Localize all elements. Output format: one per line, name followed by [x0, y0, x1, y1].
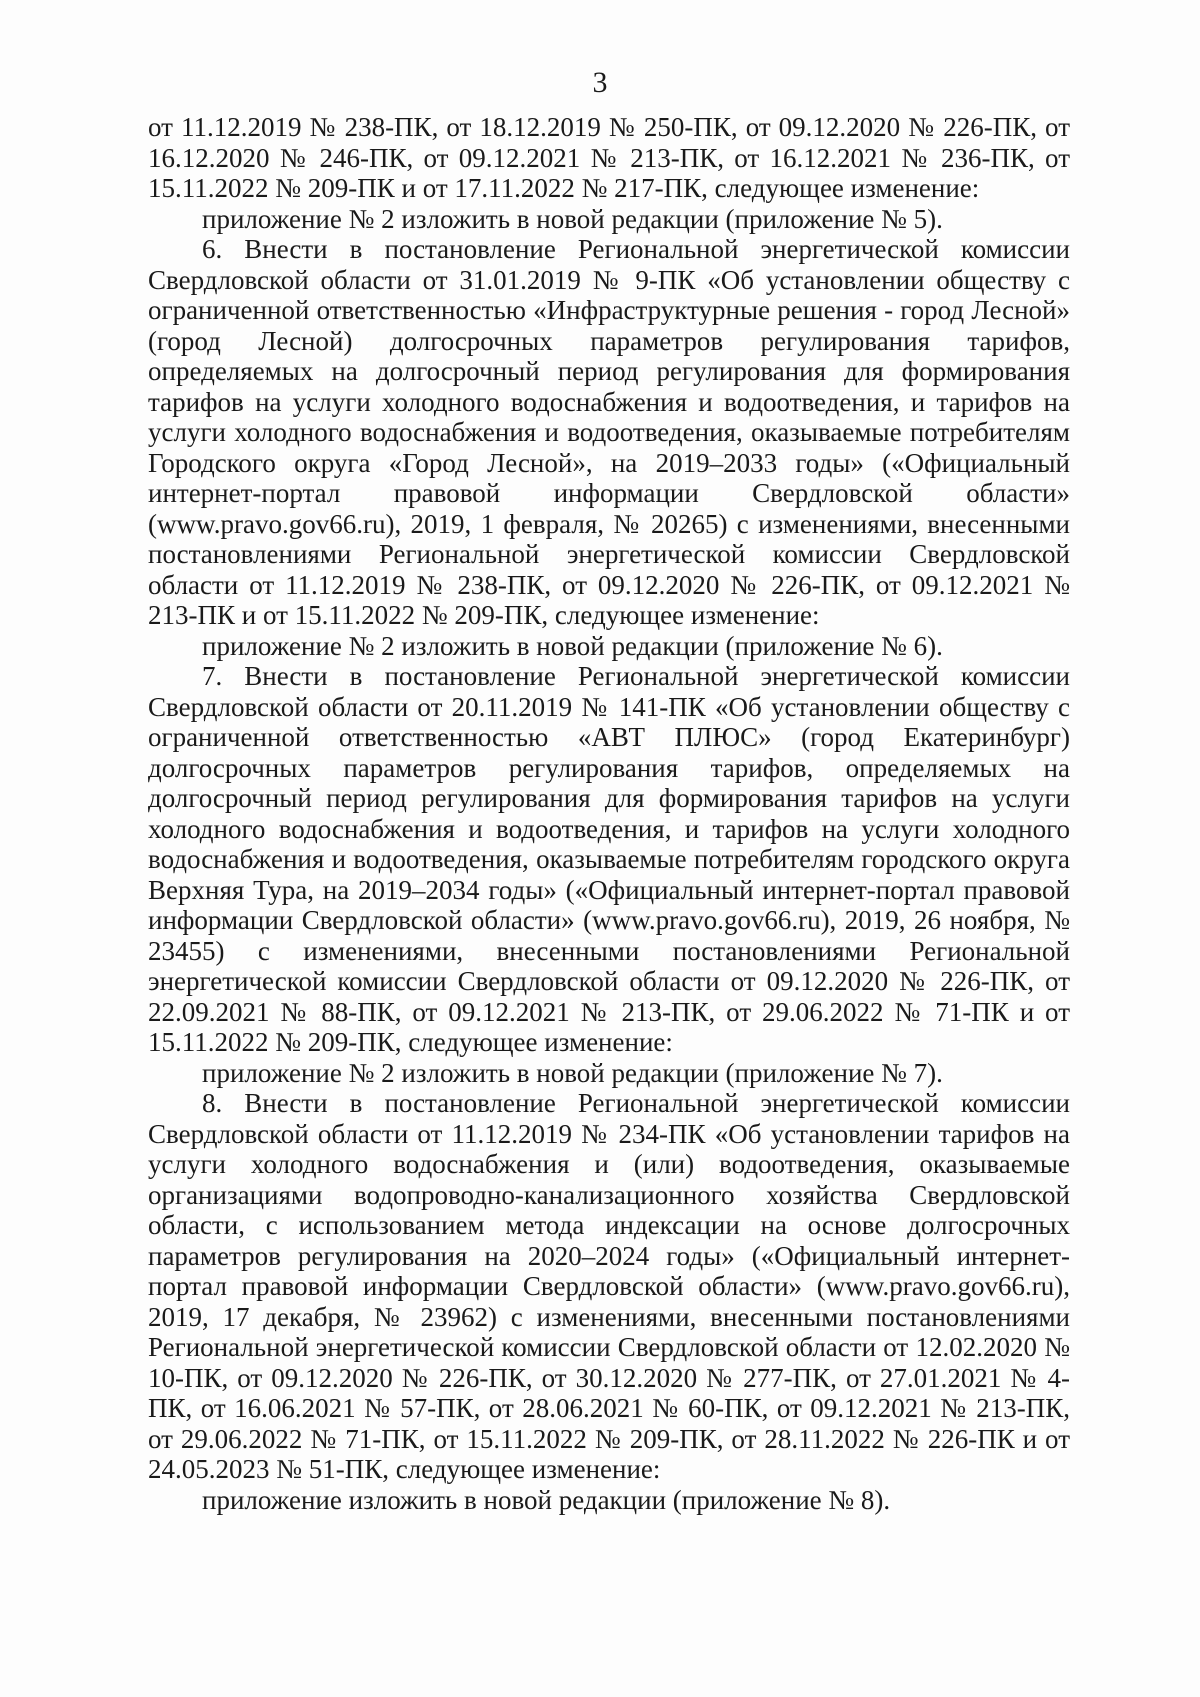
paragraph-continuation: от 11.12.2019 № 238-ПК, от 18.12.2019 № 250-ПК, от 09.12.2020 № 226-ПК, от 16.12.2020 № 246-ПК, от 09.12.2021 № 213-ПК, от 16.12.2021 № 236-ПК, от 15.11.2022 № 209-ПК и от 17.11.2022 № 217-ПК, следующее изменение: — [148, 112, 1070, 203]
paragraph-item-7: 7. Внести в постановление Региональной энергетической комиссии Свердловской области от 20.11.2019 № 141-ПК «Об установлении обществу с ограниченной ответственностью «АВТ ПЛЮС» (город Екатеринбург) долгосрочных параметров регулирования тарифов, определяемых на долгосрочный период регулирования для формирования тарифов на услуги холодного водоснабжения и водоотведения, и тарифов на услуги холодного водоснабжения и водоотведения, оказываемые потребителям городского округа Верхняя Тура, на 2019–2034 годы» («Официальный интернет-портал правовой информации Свердловской области» (www.pravo.gov66.ru), 2019, 26 ноября, № 23455) с изменениями, внесенными постановлениями Региональной энергетической комиссии Свердловской области от 09.12.2020 № 226-ПК, от 22.09.2021 № 88-ПК, от 09.12.2021 № 213-ПК, от 29.06.2022 № 71-ПК и от 15.11.2022 № 209-ПК, следующее изменение: — [148, 661, 1070, 1057]
paragraph-appendix-8: приложение изложить в новой редакции (приложение № 8). — [202, 1484, 891, 1515]
paragraph-appendix-5: приложение № 2 изложить в новой редакции (приложение № 5). — [202, 203, 943, 234]
paragraph-appendix-7: приложение № 2 изложить в новой редакции (приложение № 7). — [202, 1057, 943, 1088]
page-number: 3 — [592, 66, 608, 99]
document-body — [148, 112, 1070, 1515]
paragraph-item-6: 6. Внести в постановление Региональной энергетической комиссии Свердловской области от 31.01.2019 № 9-ПК «Об установлении обществу с ограниченной ответственностью «Инфраструктурные решения - город Лесной» (город Лесной) долгосрочных параметров регулирования тарифов, определяемых на долгосрочный период регулирования для формирования тарифов на услуги холодного водоснабжения и водоотведения, и тарифов на услуги холодного водоснабжения и водоотведения, оказываемые потребителям Городского округа «Город Лесной», на 2019–2033 годы» («Официальный интернет-портал правовой информации Свердловской области» (www.pravo.gov66.ru), 2019, 1 февраля, № 20265) с изменениями, внесенными постановлениями Региональной энергетической комиссии Свердловской области от 11.12.2019 № 238-ПК, от 09.12.2020 № 226-ПК, от 09.12.2021 № 213-ПК и от 15.11.2022 № 209-ПК, следующее изменение: — [148, 234, 1070, 630]
paragraph-appendix-6: приложение № 2 изложить в новой редакции (приложение № 6). — [202, 630, 943, 661]
paragraph-item-8: 8. Внести в постановление Региональной энергетической комиссии Свердловской области от 11.12.2019 № 234-ПК «Об установлении тарифов на услуги холодного водоснабжения и (или) водоотведения, оказываемые организациями водопроводно-канализационного хозяйства Свердловской области, с использованием метода индексации на основе долгосрочных параметров регулирования на 2020–2024 годы» («Официальный интернет-портал правовой информации Свердловской области» (www.pravo.gov66.ru), 2019, 17 декабря, № 23962) с изменениями, внесенными постановлениями Региональной энергетической комиссии Свердловской области от 12.02.2020 № 10-ПК, от 09.12.2020 № 226-ПК, от 30.12.2020 № 277-ПК, от 27.01.2021 № 4-ПК, от 16.06.2021 № 57-ПК, от 28.06.2021 № 60-ПК, от 09.12.2021 № 213-ПК, от 29.06.2022 № 71-ПК, от 15.11.2022 № 209-ПК, от 28.11.2022 № 226-ПК и от 24.05.2023 № 51-ПК, следующее изменение: — [148, 1088, 1070, 1484]
